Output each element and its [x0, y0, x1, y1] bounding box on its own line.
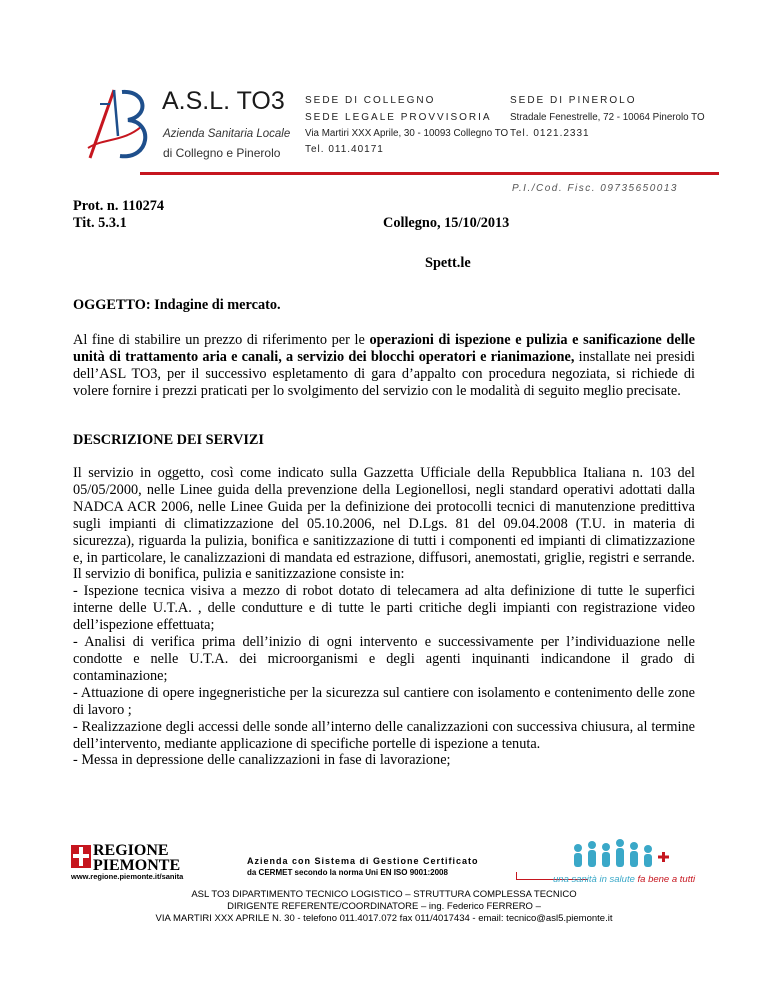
place-date: Collegno, 15/10/2013: [383, 215, 510, 231]
pinerolo-address: Stradale Fenestrelle, 72 - 10064 Pinerolo TO: [510, 112, 705, 123]
certification-line-1: Azienda con Sistema di Gestione Certificato: [247, 856, 479, 866]
intro-text-1: Al fine di stabilire un prezzo di riferimento per le: [73, 332, 370, 348]
list-item: - Attuazione di opere ingegneristiche per la sicurezza sul cantiere con isolamento e contenimento delle zone di lavoro ;: [73, 684, 695, 718]
footer-accent-tick: [516, 872, 517, 880]
slogan-part-2: fa bene a tutti: [634, 874, 696, 885]
list-item: - Analisi di verifica prima dell’inizio di ogni intervento e successivamente per l’individuazione nelle condotte e nelle U.T.A. dei microorganismi e degli agenti inquinanti indicandone il grado di contaminazione;: [73, 634, 695, 684]
list-item: - Ispezione tecnica visiva a mezzo di robot dotato di telecamera ad alta definizione di tutte le superfici interne delle U.T.A. , delle condutture e di tutte le parti critiche degli impianti con registrazione video dell’ispezione effettuata;: [73, 583, 695, 634]
collegno-address: Via Martiri XXX Aprile, 30 - 10093 Collegno TO: [305, 128, 509, 139]
subject: OGGETTO: Indagine di mercato.: [73, 297, 281, 313]
asl-title: A.S.L. TO3: [162, 87, 285, 115]
pinerolo-heading: SEDE DI PINEROLO: [510, 95, 637, 106]
protocol-number: Prot. n. 110274: [73, 198, 165, 214]
footer-line-2: DIRIGENTE REFERENTE/COORDINATORE – ing. Federico FERRERO –: [227, 901, 541, 912]
addressee: Spett.le: [425, 255, 471, 271]
list-item: - Messa in depressione delle canalizzazioni in fase di lavorazione;: [73, 752, 451, 769]
pinerolo-phone: Tel. 0121.2331: [510, 128, 590, 139]
intro-paragraph: [73, 332, 695, 400]
services-section: [73, 465, 695, 769]
asl-subtitle: Azienda Sanitaria Locale: [163, 128, 291, 140]
services-paragraph: Il servizio in oggetto, così come indicato sulla Gazzetta Ufficiale della Repubblica Italiana n. 103 del 05/05/2000, nelle Linee guida della prevenzione della Legionellosi, negli standard operativi adottati dalla NADCA ACR 2006, nelle Linee Guida per la definizione dei protocolli tecnici di manutenzione predittiva sugli impianti di climatizzazione del 05.10.2006, nel D.Lgs. 81 del 09.04.2008 (T.U. in materia di sicurezza), riguarda la pulizia, bonifica e sanitizzazione di tutti i componenti ed impianti di climatizzazione e, in particolare, le canalizzazioni di mandata ed estrazione, diffusori, anemostati, griglie, registri e serrande. Il servizio di bonifica, pulizia e sanitizzazione consiste in:: [73, 465, 695, 583]
footer-line-1: ASL TO3 DIPARTIMENTO TECNICO LOGISTICO – STRUTTURA COMPLESSA TECNICO: [191, 889, 577, 900]
collegno-legal: SEDE LEGALE PROVVISORIA: [305, 112, 492, 123]
title-code: Tit. 5.3.1: [73, 215, 127, 231]
asl-subtitle-2: di Collegno e Pinerolo: [163, 146, 281, 160]
region-name-2: PIEMONTE: [93, 857, 181, 874]
header-divider: [140, 172, 719, 175]
region-url: www.regione.piemonte.it/sanita: [71, 872, 184, 881]
footer-line-3: VIA MARTIRI XXX APRILE N. 30 - telefono 011.4017.072 fax 011/4017434 - email: tecnico@asl5.piemonte.it: [155, 913, 613, 924]
region-name-1: REGIONE: [93, 842, 169, 859]
asl-logo: [84, 86, 154, 164]
region-shield-icon: [71, 845, 91, 868]
collegno-phone: Tel. 011.40171: [305, 144, 384, 155]
section-title: DESCRIZIONE DEI SERVIZI: [73, 432, 264, 448]
certification-line-2: da CERMET secondo la norma Uni EN ISO 9001:2008: [247, 868, 448, 877]
intro-text-2: installate nei presidi dell’ASL TO3, per il successivo espletamento di gara d’appalto con procedura negoziata, si richiede di volere fornire i prezzi praticati per lo svolgimento del servizio con le modalità di seguito meglio precisate.: [73, 348, 695, 399]
list-item: - Realizzazione degli accessi delle sonde all’interno delle canalizzazioni con successiva chiusura, al termine dell’intervento, mediante applicazione di specifiche portelle di ispezione a tenuta.: [73, 718, 695, 752]
slogan-part-1: una sanità in salute: [553, 874, 635, 885]
people-figures-icon: [570, 838, 680, 870]
slogan: [553, 874, 695, 885]
intro-bold: operazioni di ispezione e pulizia e sanificazione delle unità di trattamento aria e canali, a servizio dei blocchi operatori e rianimazione,: [73, 332, 695, 365]
piva: P.I./Cod. Fisc. 09735650013: [512, 183, 678, 194]
collegno-heading: SEDE DI COLLEGNO: [305, 95, 436, 106]
